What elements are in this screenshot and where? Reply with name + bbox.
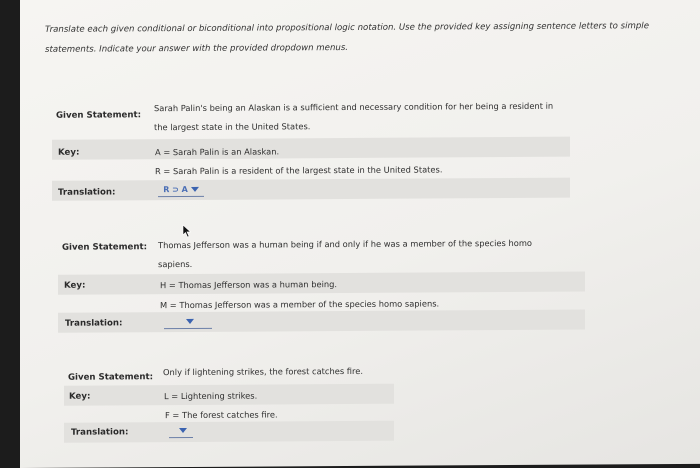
key-label-2: Key: [64,280,86,291]
key-label-3: Key: [69,391,91,402]
key-line-2b: M = Thomas Jefferson was a member of the species homo sapiens. [160,298,440,311]
worksheet-page [20,0,700,468]
given-statement-3: Only if lightening strikes, the forest catches fire. [163,365,364,378]
key-line-2a: H = Thomas Jefferson was a human being. [160,279,338,291]
translation-dropdown-2[interactable] [164,315,212,329]
instructions: Translate each given conditional or biconditional into propositional logic notation. Use the provided key assigning sentence letters to simple statements. Indicate your answer with the provided dropdown menus. [45,21,649,55]
caret-down-icon [186,319,194,324]
selected-answer-1: R ⊃ A [163,184,188,195]
key-line-1b: R = Sarah Palin is a resident of the largest state in the United States. [155,164,443,177]
given-statement-2: Thomas Jefferson was a human being if and only if he was a member of the species homo sapiens. [158,237,532,270]
given-statement-label-3: Given Statement: [68,372,154,383]
translation-dropdown-3[interactable] [169,424,193,438]
translation-band-2 [58,310,585,333]
translation-band-1 [52,178,570,201]
translation-label-2: Translation: [65,318,123,329]
key-label-1: Key: [58,147,80,158]
given-statement-label-1: Given Statement: [56,110,142,121]
given-statement-label-2: Given Statement: [62,242,148,253]
translation-label-1: Translation: [58,187,116,198]
translation-label-3: Translation: [71,427,129,438]
key-line-3b: F = The forest catches fire. [165,409,278,421]
key-line-3a: L = Lightening strikes. [164,390,258,402]
caret-down-icon [179,428,187,433]
key-line-1a: A = Sarah Palin is an Alaskan. [155,146,280,158]
translation-dropdown-1[interactable] [158,183,204,197]
caret-down-icon [191,187,199,192]
given-statement-1: Sarah Palin's being an Alaskan is a sufficient and necessary condition for her being a resident in the largest state in the United States. [154,100,554,133]
key-band-1 [52,137,570,160]
